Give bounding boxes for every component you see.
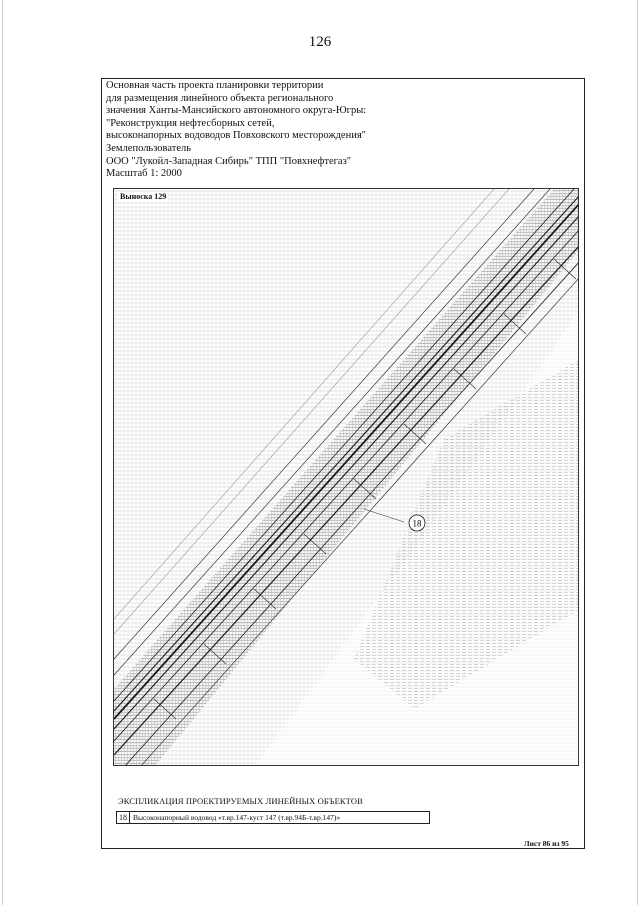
- title-line: "Реконструкция нефтесборных сетей,: [106, 117, 275, 129]
- sheet-label: Лист 86 из 95: [524, 839, 569, 848]
- title-line: Основная часть проекта планировки территории: [106, 80, 324, 91]
- title-block: [106, 80, 576, 181]
- title-line: ООО "Лукойл-Западная Сибирь" ТПП "Повхнефтегаз": [106, 155, 352, 167]
- title-line: высоконапорных водоводов Повховского месторождения": [106, 130, 366, 142]
- title-line: для размещения линейного объекта регионального: [106, 92, 334, 104]
- callout-label: Выноска 129: [120, 192, 167, 201]
- legend-row-text: Высоконапорный водовод «т.вр.147-куст 147 (т.вр.94Б-т.вр.147)»: [133, 813, 341, 822]
- map-drawing: [114, 189, 579, 766]
- scan-edge-right: [637, 0, 638, 905]
- planning-map: [113, 188, 579, 766]
- scan-edge-left: [2, 0, 3, 905]
- title-line: Масштаб 1: 2000: [106, 168, 182, 180]
- page-number: 126: [308, 34, 332, 50]
- legend-title: ЭКСПЛИКАЦИЯ ПРОЕКТИРУЕМЫХ ЛИНЕЙНЫХ ОБЪЕКТОВ: [118, 796, 363, 806]
- title-line: Землепользователь: [106, 142, 192, 154]
- legend-row-number: 18: [117, 812, 130, 823]
- legend-row: [116, 811, 430, 824]
- title-line: значения Ханты-Мансийского автономного округа-Югры:: [106, 105, 367, 117]
- object-marker-label: 18: [412, 518, 422, 529]
